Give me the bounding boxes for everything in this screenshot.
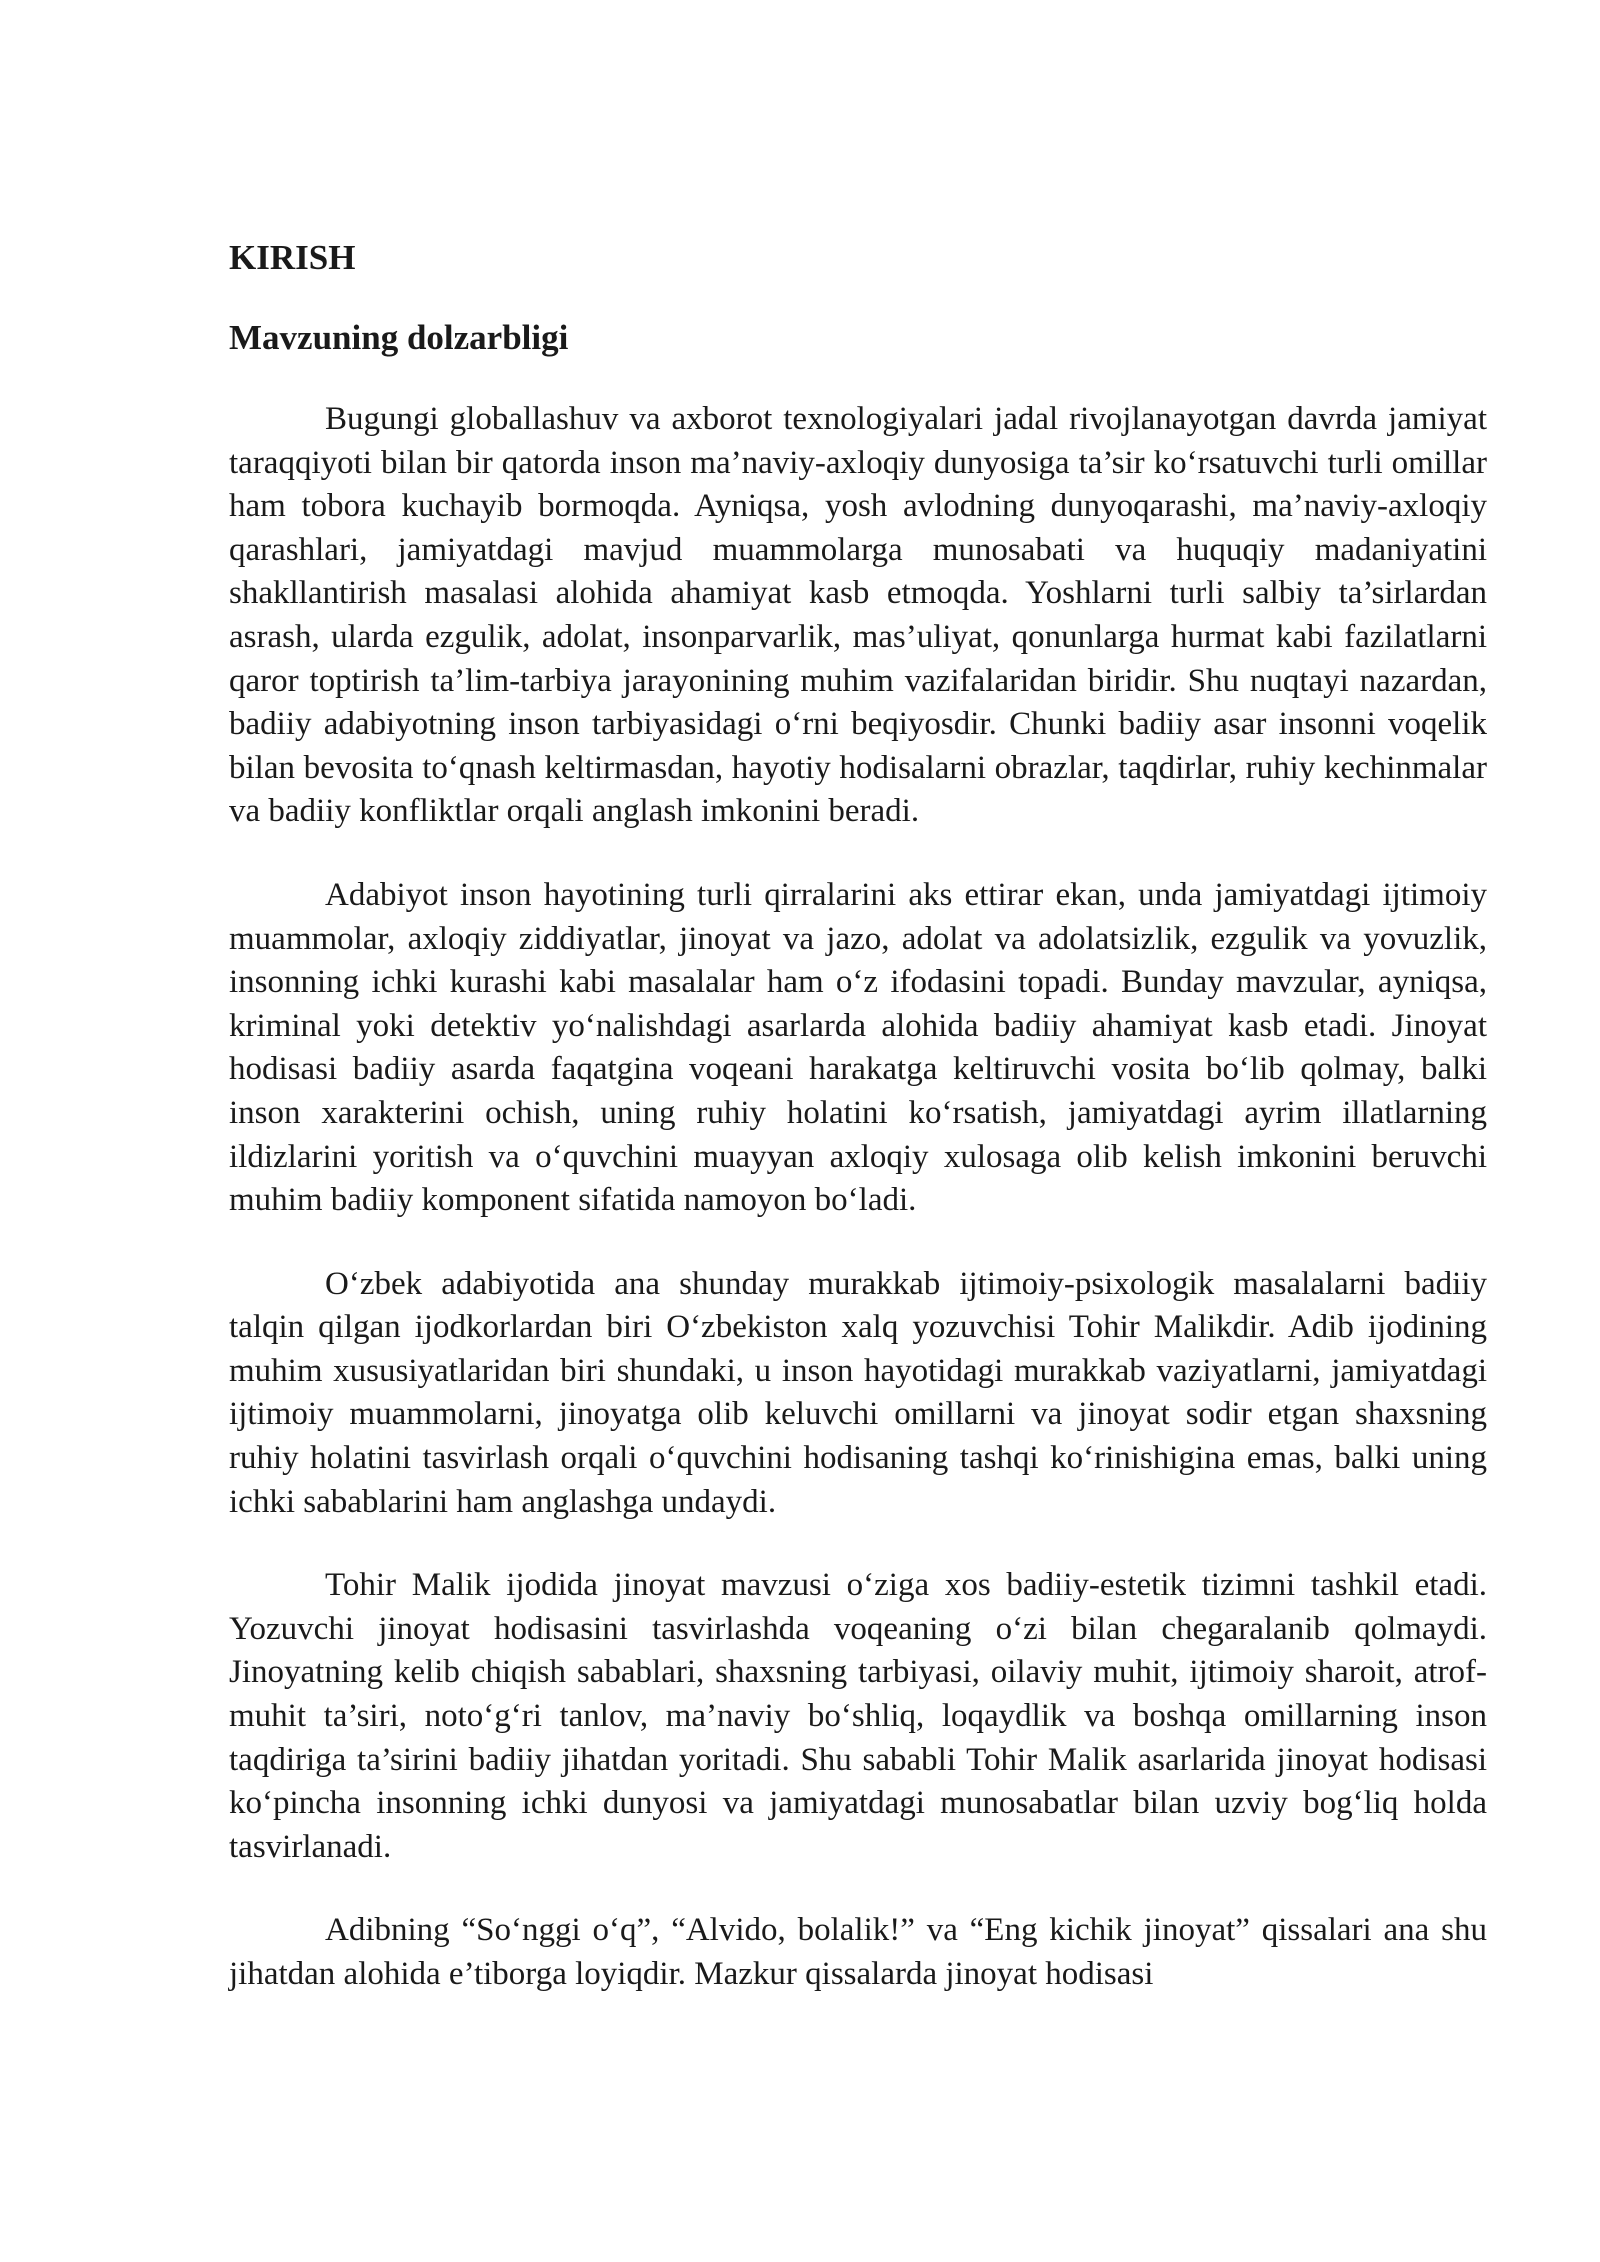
body-paragraph: Tohir Malik ijodida jinoyat mavzusi o‘ziga xos badiiy-estetik tizimni tashkil etadi. Yozuvchi jinoyat hodisasini tasvirlashda voqeaning o‘zi bilan chegaralanib qolmaydi. Jinoyatning kelib chiqish sabablari, shaxsning tarbiyasi, oilaviy muhit, ijtimoiy sharoit, atrof-muhit ta’siri, noto‘g‘ri tanlov, ma’naviy bo‘shliq, loqaydlik va boshqa omillarning inson taqdiriga ta’sirini badiiy jihatdan yoritadi. Shu sababli Tohir Malik asarlarida jinoyat hodisasi ko‘pincha insonning ichki dunyosi va jamiyatdagi munosabatlar bilan uzviy bog‘liq holda tasvirlanadi. [229,1567,1487,1865]
body-paragraph: Adabiyot inson hayotining turli qirralarini aks ettirar ekan, unda jamiyatdagi ijtimoiy muammolar, axloqiy ziddiyatlar, jinoyat va jazo, adolat va adolatsizlik, ezgulik va yovuzlik, insonning ichki kurashi kabi masalalar ham o‘z ifodasini topadi. Bunday mavzular, ayniqsa, kriminal yoki detektiv yo‘nalishdagi asarlarda alohida badiiy ahamiyat kasb etadi. Jinoyat hodisasi badiiy asarda faqatgina voqeani harakatga keltiruvchi vosita bo‘lib qolmay, balki inson xarakterini ochish, uning ruhiy holatini ko‘rsatish, jamiyatdagi ayrim illatlarning ildizlarini yoritish va o‘quvchini muayyan axloqiy xulosaga olib kelish imkonini beruvchi muhim badiiy komponent sifatida namoyon bo‘ladi. [229,876,1487,1219]
section-heading: Mavzuning dolzarbligi [229,318,569,357]
page-heading: KIRISH [229,238,356,277]
body-paragraph: Bugungi globallashuv va axborot texnologiyalari jadal rivojlanayotgan davrda jamiyat taraqqiyoti bilan bir qatorda inson ma’naviy-axloqiy dunyosiga ta’sir ko‘rsatuvchi turli omillar ham tobora kuchayib bormoqda. Ayniqsa, yosh avlodning dunyoqarashi, ma’naviy-axloqiy qarashlari, jamiyatdagi mavjud muammolarga munosabati va huquqiy madaniyatini shakllantirish masalasi alohida ahamiyat kasb etmoqda. Yoshlarni turli salbiy ta’sirlardan asrash, ularda ezgulik, adolat, insonparvarlik, mas’uliyat, qonunlarga hurmat kabi fazilatlarni qaror toptirish ta’lim-tarbiya jarayonining muhim vazifalaridan biridir. Shu nuqtayi nazardan, badiiy adabiyotning inson tarbiyasidagi o‘rni beqiyosdir. Chunki badiiy asar insonni voqelik bilan bevosita to‘qnash keltirmasdan, hayotiy hodisalarni obrazlar, taqdirlar, ruhiy kechinmalar va badiiy konfliktlar orqali anglash imkonini beradi. [229,401,1487,830]
body-paragraph: O‘zbek adabiyotida ana shunday murakkab ijtimoiy-psixologik masalalarni badiiy talqin qilgan ijodkorlardan biri O‘zbekiston xalq yozuvchisi Tohir Malikdir. Adib ijodining muhim xususiyatlaridan biri shundaki, u inson hayotidagi murakkab vaziyatlarni, jamiyatdagi ijtimoiy muammolarni, jinoyatga olib keluvchi omillarni va jinoyat sodir etgan shaxsning ruhiy holatini tasvirlash orqali o‘quvchini hodisaning tashqi ko‘rinishigina emas, balki uning ichki sabablarini ham anglashga undaydi. [229,1265,1487,1520]
body-paragraph: Adibning “So‘nggi o‘q”, “Alvido, bolalik!” va “Eng kichik jinoyat” qissalari ana shu jihatdan alohida e’tiborga loyiqdir. Mazkur qissalarda jinoyat hodisasi [229,1912,1487,1992]
document-page [229,222,1487,1997]
